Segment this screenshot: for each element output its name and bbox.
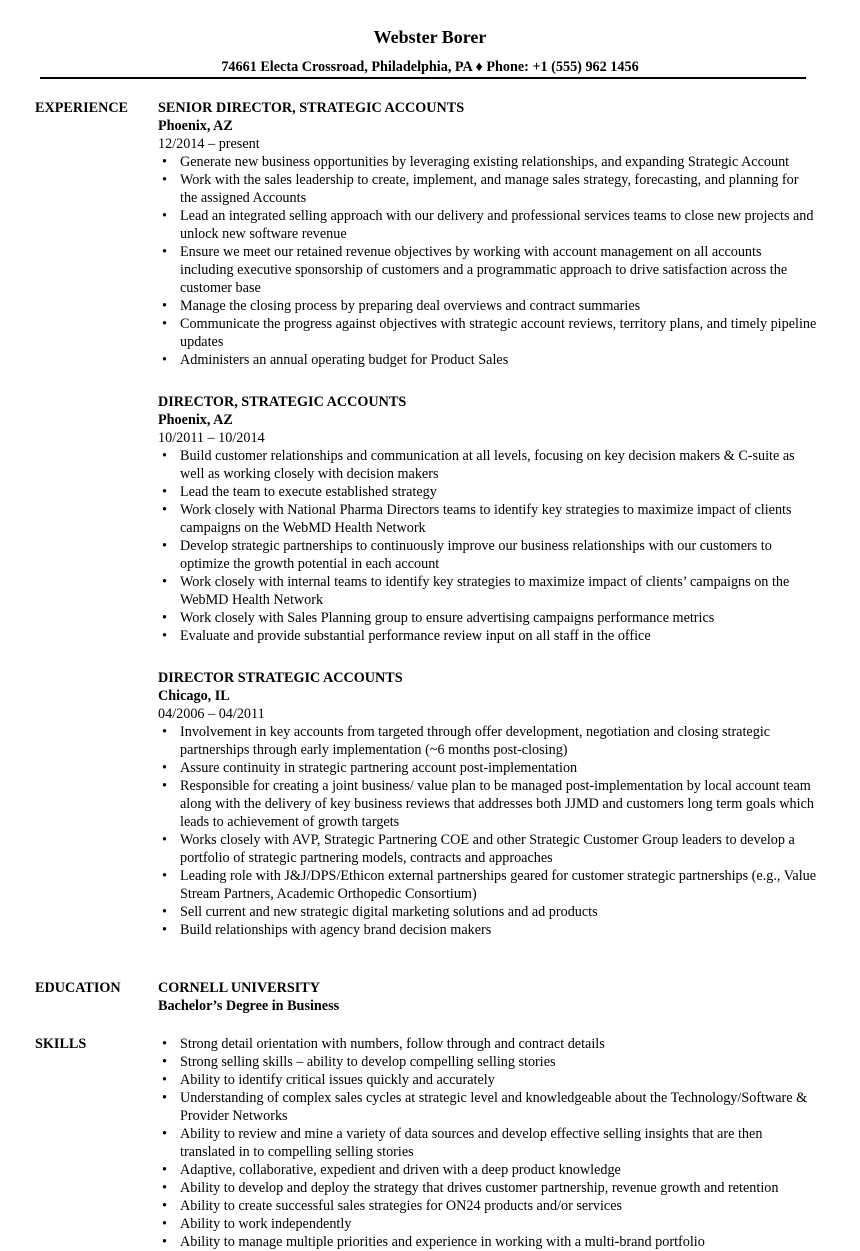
experience-list: [158, 99, 818, 963]
bullet-item: • Work closely with internal teams to identify key strategies to maximize impact of clients’ campaigns on the WebMD Health Network: [158, 573, 818, 609]
job-title: SENIOR DIRECTOR, STRATEGIC ACCOUNTS: [158, 100, 465, 116]
section-label-skills: SKILLS: [35, 1036, 87, 1052]
skill-item: • Understanding of complex sales cycles at strategic level and knowledgeable about the Technology/Software & Provider Networks: [158, 1089, 818, 1125]
skill-item: • Ability to manage multiple priorities and experience in working with a multi-brand portfolio: [158, 1233, 818, 1251]
skill-item: • Ability to work independently: [158, 1215, 818, 1233]
bullet-item: • Lead the team to execute established strategy: [158, 483, 818, 501]
degree: Bachelor’s Degree in Business: [158, 998, 340, 1014]
bullet-item: • Responsible for creating a joint business/ value plan to be managed post-implementation by local account team along with the delivery of key business reviews that addresses both JJMD and customers long term goals which leads to achievement of growth targets: [158, 777, 818, 831]
job-location: Phoenix, AZ: [158, 118, 233, 134]
job-dates: 10/2011 – 10/2014: [158, 430, 265, 446]
job-title: DIRECTOR, STRATEGIC ACCOUNTS: [158, 394, 407, 410]
contact-line: [0, 58, 860, 76]
bullet-item: • Involvement in key accounts from targeted through offer development, negotiation and closing strategic partnerships through early implementation (~6 months post-closing): [158, 723, 818, 759]
section-label-education: EDUCATION: [35, 980, 121, 996]
bullet-item: • Leading role with J&J/DPS/Ethicon external partnerships geared for customer strategic partnerships (e.g., Value Stream Partners, Academic Orthopedic Consortium): [158, 867, 818, 903]
bullet-item: • Sell current and new strategic digital marketing solutions and ad products: [158, 903, 818, 921]
bullet-item: • Build customer relationships and communication at all levels, focusing on key decision makers & C-suite as well as working closely with decision makers: [158, 447, 818, 483]
job-location: Chicago, IL: [158, 688, 230, 704]
skill-item: • Ability to identify critical issues quickly and accurately: [158, 1071, 818, 1089]
skill-item: • Ability to review and mine a variety of data sources and develop effective selling insights that are then translated in to compelling selling stories: [158, 1125, 818, 1161]
job-entry: [158, 393, 818, 645]
diamond-separator-icon: ♦: [475, 59, 483, 75]
address: 74661 Electa Crossroad, Philadelphia, PA: [221, 59, 472, 75]
section-label-experience: EXPERIENCE: [35, 100, 129, 116]
job-dates: 04/2006 – 04/2011: [158, 706, 265, 722]
skill-item: • Ability to create successful sales strategies for ON24 products and/or services: [158, 1197, 818, 1215]
bullet-item: • Work with the sales leadership to create, implement, and manage sales strategy, forecasting, and planning for the assigned Accounts: [158, 171, 818, 207]
job-dates: 12/2014 – present: [158, 136, 260, 152]
bullet-item: • Ensure we meet our retained revenue objectives by working with account management on all accounts including executive sponsorship of customers and a programmatic approach to drive satisfaction across the customer base: [158, 243, 818, 297]
job-bullets: [158, 723, 818, 939]
job-title: DIRECTOR STRATEGIC ACCOUNTS: [158, 670, 403, 686]
bullet-item: • Works closely with AVP, Strategic Partnering COE and other Strategic Customer Group leaders to develop a portfolio of strategic partnering models, contracts and approaches: [158, 831, 818, 867]
bullet-item: • Evaluate and provide substantial performance review input on all staff in the office: [158, 627, 818, 645]
bullet-item: • Administers an annual operating budget for Product Sales: [158, 351, 818, 369]
job-bullets: [158, 153, 818, 369]
bullet-item: • Lead an integrated selling approach with our delivery and professional services teams to close new projects and unlock new software revenue: [158, 207, 818, 243]
skill-item: • Ability to develop and deploy the strategy that drives customer partnership, revenue growth and retention: [158, 1179, 818, 1197]
skills-list: [158, 1035, 818, 1251]
job-location: Phoenix, AZ: [158, 412, 233, 428]
phone: Phone: +1 (555) 962 1456: [486, 59, 639, 75]
job-entry: [158, 669, 818, 939]
skill-item: • Adaptive, collaborative, expedient and driven with a deep product knowledge: [158, 1161, 818, 1179]
candidate-name: Webster Borer: [373, 27, 487, 47]
school-name: CORNELL UNIVERSITY: [158, 980, 321, 996]
bullet-item: • Generate new business opportunities by leveraging existing relationships, and expanding Strategic Account: [158, 153, 818, 171]
job-bullets: [158, 447, 818, 645]
skill-item: • Strong selling skills – ability to develop compelling selling stories: [158, 1053, 818, 1071]
bullet-item: • Communicate the progress against objectives with strategic account reviews, territory plans, and timely pipeline updates: [158, 315, 818, 351]
bullet-item: • Work closely with Sales Planning group to ensure advertising campaigns performance metrics: [158, 609, 818, 627]
bullet-item: • Manage the closing process by preparing deal overviews and contract summaries: [158, 297, 818, 315]
bullet-item: • Assure continuity in strategic partnering account post-implementation: [158, 759, 818, 777]
skill-item: • Strong detail orientation with numbers, follow through and contract details: [158, 1035, 818, 1053]
bullet-item: • Develop strategic partnerships to continuously improve our business relationships with our customers to optimize the growth potential in each account: [158, 537, 818, 573]
job-entry: [158, 99, 818, 369]
bullet-item: • Work closely with National Pharma Directors teams to identify key strategies to maximize impact of clients campaigns on the WebMD Health Network: [158, 501, 818, 537]
bullet-item: • Build relationships with agency brand decision makers: [158, 921, 818, 939]
header-divider: [40, 77, 806, 79]
